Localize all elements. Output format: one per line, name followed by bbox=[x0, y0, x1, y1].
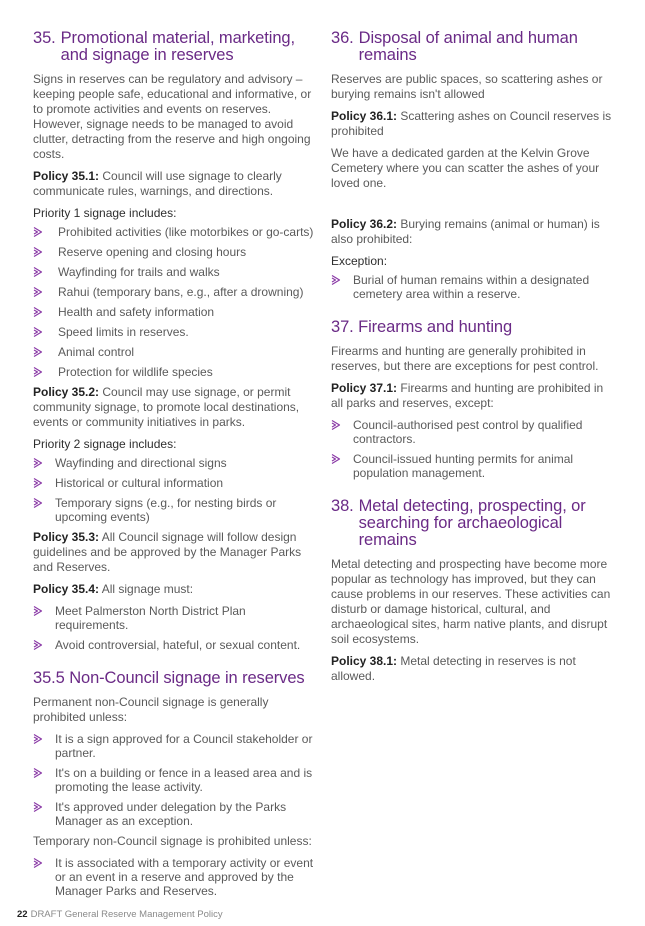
double-chevron-right-icon bbox=[33, 286, 43, 298]
list-item bbox=[331, 273, 616, 301]
policy-label: Policy 35.2: bbox=[33, 385, 100, 399]
policy-label: Policy 36.1: bbox=[331, 109, 398, 123]
policy-text: Firearms and hunting are prohibited in all parks and reserves, except: bbox=[331, 381, 604, 410]
policy-text: Council will use signage to clearly communicate rules, warnings, and directions. bbox=[33, 169, 282, 198]
section-37-heading: 37. Firearms and hunting bbox=[331, 318, 513, 336]
policy-text: Metal detecting in reserves is not allowed. bbox=[331, 654, 576, 683]
policy-label: Policy 35.4: bbox=[33, 582, 100, 596]
list-item bbox=[33, 476, 315, 490]
firearms-exceptions-list bbox=[331, 418, 616, 480]
policy-35-1 bbox=[33, 169, 315, 199]
list-item bbox=[33, 285, 315, 299]
list-item-text: Council-issued hunting permits for animal population management. bbox=[353, 452, 574, 480]
policy-label: Policy 37.1: bbox=[331, 381, 398, 395]
double-chevron-right-icon bbox=[33, 306, 43, 318]
list-item-text: It's approved under delegation by the Parks Manager as an exception. bbox=[55, 800, 287, 828]
list-item-text: It's on a building or fence in a leased area and is promoting the lease activity. bbox=[55, 766, 313, 794]
list-item-text: Animal control bbox=[58, 345, 135, 359]
section-38-intro: Metal detecting and prospecting have become more popular as technology has improved, but they can cause problems in our reserves. These activities can disturb or damage historical, cultural, and archaeological sites, harm native plants, and disrupt soil ecosystems. bbox=[331, 557, 611, 646]
list-item-text: Burial of human remains within a designated cemetery area within a reserve. bbox=[353, 273, 590, 301]
list-item bbox=[33, 365, 315, 379]
policy-35-4-list bbox=[33, 604, 315, 652]
exception-heading: Exception: bbox=[331, 254, 388, 268]
policy-label: Policy 36.2: bbox=[331, 217, 398, 231]
policy-label: Policy 35.3: bbox=[33, 530, 100, 544]
list-item-text: Avoid controversial, hateful, or sexual content. bbox=[55, 638, 301, 652]
list-item bbox=[33, 245, 315, 259]
list-item-text: Speed limits in reserves. bbox=[58, 325, 189, 339]
policy-37-1 bbox=[331, 381, 616, 411]
double-chevron-right-icon bbox=[33, 857, 43, 869]
list-item bbox=[331, 418, 616, 446]
list-item bbox=[33, 265, 315, 279]
list-item-text: Temporary signs (e.g., for nesting birds or upcoming events) bbox=[55, 496, 277, 524]
double-chevron-right-icon bbox=[33, 266, 43, 278]
section-title: Disposal of animal and human remains bbox=[358, 29, 578, 64]
priority-1-heading: Priority 1 signage includes: bbox=[33, 206, 177, 220]
double-chevron-right-icon bbox=[33, 639, 43, 651]
list-item bbox=[33, 305, 315, 319]
list-item-text: It is a sign approved for a Council stakeholder or partner. bbox=[55, 732, 313, 760]
list-item-text: Wayfinding for trails and walks bbox=[58, 265, 220, 279]
non-council-list bbox=[33, 732, 315, 828]
policy-text: Council may use signage, or permit community signage, to promote local destinations, events or community initiatives in parks. bbox=[33, 385, 300, 429]
policy-text: All signage must: bbox=[99, 582, 194, 596]
right-column bbox=[331, 30, 616, 691]
double-chevron-right-icon bbox=[33, 497, 43, 509]
list-item-text: It is associated with a temporary activity or event or an event in a reserve and approved by the Manager Parks and Reserves. bbox=[55, 856, 314, 898]
policy-35-4 bbox=[33, 582, 315, 597]
list-item-text: Wayfinding and directional signs bbox=[55, 456, 227, 470]
double-chevron-right-icon bbox=[33, 346, 43, 358]
section-title: Metal detecting, prospecting, or searching for archaeological remains bbox=[358, 497, 586, 549]
priority-1-list bbox=[33, 225, 315, 379]
list-item bbox=[33, 225, 315, 239]
list-item-text: Reserve opening and closing hours bbox=[58, 245, 247, 259]
double-chevron-right-icon bbox=[33, 226, 43, 238]
policy-text: Scattering ashes on Council reserves is prohibited bbox=[331, 109, 612, 138]
policy-text: Burying remains (animal or human) is also prohibited: bbox=[331, 217, 600, 246]
section-number: 38. bbox=[331, 497, 354, 515]
double-chevron-right-icon bbox=[33, 733, 43, 745]
temporary-signage-list bbox=[33, 856, 315, 898]
temporary-signage-intro: Temporary non-Council signage is prohibited unless: bbox=[33, 834, 312, 848]
list-item-text: Prohibited activities (like motorbikes or go-carts) bbox=[58, 225, 314, 239]
policy-36-2 bbox=[331, 217, 616, 247]
list-item bbox=[33, 800, 315, 828]
list-item bbox=[331, 452, 616, 480]
double-chevron-right-icon bbox=[331, 419, 341, 431]
double-chevron-right-icon bbox=[33, 366, 43, 378]
section-37-intro: Firearms and hunting are generally prohibited in reserves, but there are exceptions for pest control. bbox=[331, 344, 599, 373]
list-item bbox=[33, 496, 315, 524]
kelvin-grove-note: We have a dedicated garden at the Kelvin Grove Cemetery where you can scatter the ashes of your loved one. bbox=[331, 146, 600, 190]
section-title: Promotional material, marketing, and signage in reserves bbox=[60, 29, 295, 64]
page-footer bbox=[17, 909, 223, 920]
section-35-heading bbox=[33, 30, 315, 64]
list-item-text: Protection for wildlife species bbox=[58, 365, 213, 379]
double-chevron-right-icon bbox=[331, 274, 341, 286]
page-number: 22 bbox=[17, 909, 28, 920]
list-item bbox=[33, 325, 315, 339]
policy-label: Policy 38.1: bbox=[331, 654, 398, 668]
policy-text: All Council signage will follow design guidelines and be approved by the Manager Parks and Reserves. bbox=[33, 530, 302, 574]
list-item bbox=[33, 732, 315, 760]
section-number: 35. bbox=[33, 29, 56, 47]
priority-2-heading: Priority 2 signage includes: bbox=[33, 437, 177, 451]
section-38-heading bbox=[331, 498, 616, 549]
left-column bbox=[33, 30, 315, 904]
section-35-intro: Signs in reserves can be regulatory and advisory – keeping people safe, educational and informative, or to promote activities and events on reserves. However, signage needs to be managed to avoid clutter, detracting from the reserve and high ongoing costs. bbox=[33, 72, 312, 161]
section-number: 36. bbox=[331, 29, 354, 47]
list-item-text: Health and safety information bbox=[58, 305, 215, 319]
double-chevron-right-icon bbox=[33, 801, 43, 813]
double-chevron-right-icon bbox=[33, 326, 43, 338]
policy-36-1 bbox=[331, 109, 616, 139]
policy-35-3 bbox=[33, 530, 315, 575]
list-item-text: Council-authorised pest control by qualified contractors. bbox=[353, 418, 583, 446]
double-chevron-right-icon bbox=[33, 457, 43, 469]
double-chevron-right-icon bbox=[331, 453, 341, 465]
exception-list bbox=[331, 273, 616, 301]
list-item-text: Rahui (temporary bans, e.g., after a drowning) bbox=[58, 285, 304, 299]
double-chevron-right-icon bbox=[33, 605, 43, 617]
list-item bbox=[33, 456, 315, 470]
section-35-5-intro: Permanent non-Council signage is generally prohibited unless: bbox=[33, 695, 269, 724]
section-35-5-heading: 35.5 Non-Council signage in reserves bbox=[33, 669, 305, 687]
list-item bbox=[33, 604, 315, 632]
list-item bbox=[33, 766, 315, 794]
list-item-text: Meet Palmerston North District Plan requirements. bbox=[55, 604, 246, 632]
policy-label: Policy 35.1: bbox=[33, 169, 100, 183]
double-chevron-right-icon bbox=[33, 246, 43, 258]
policy-38-1 bbox=[331, 654, 616, 684]
list-item bbox=[33, 856, 315, 898]
policy-35-2 bbox=[33, 385, 315, 430]
double-chevron-right-icon bbox=[33, 767, 43, 779]
list-item bbox=[33, 638, 315, 652]
section-36-heading bbox=[331, 30, 616, 64]
priority-2-list bbox=[33, 456, 315, 524]
list-item bbox=[33, 345, 315, 359]
list-item-text: Historical or cultural information bbox=[55, 476, 224, 490]
section-36-intro: Reserves are public spaces, so scattering ashes or burying remains isn't allowed bbox=[331, 72, 603, 101]
document-title: DRAFT General Reserve Management Policy bbox=[30, 909, 223, 920]
double-chevron-right-icon bbox=[33, 477, 43, 489]
